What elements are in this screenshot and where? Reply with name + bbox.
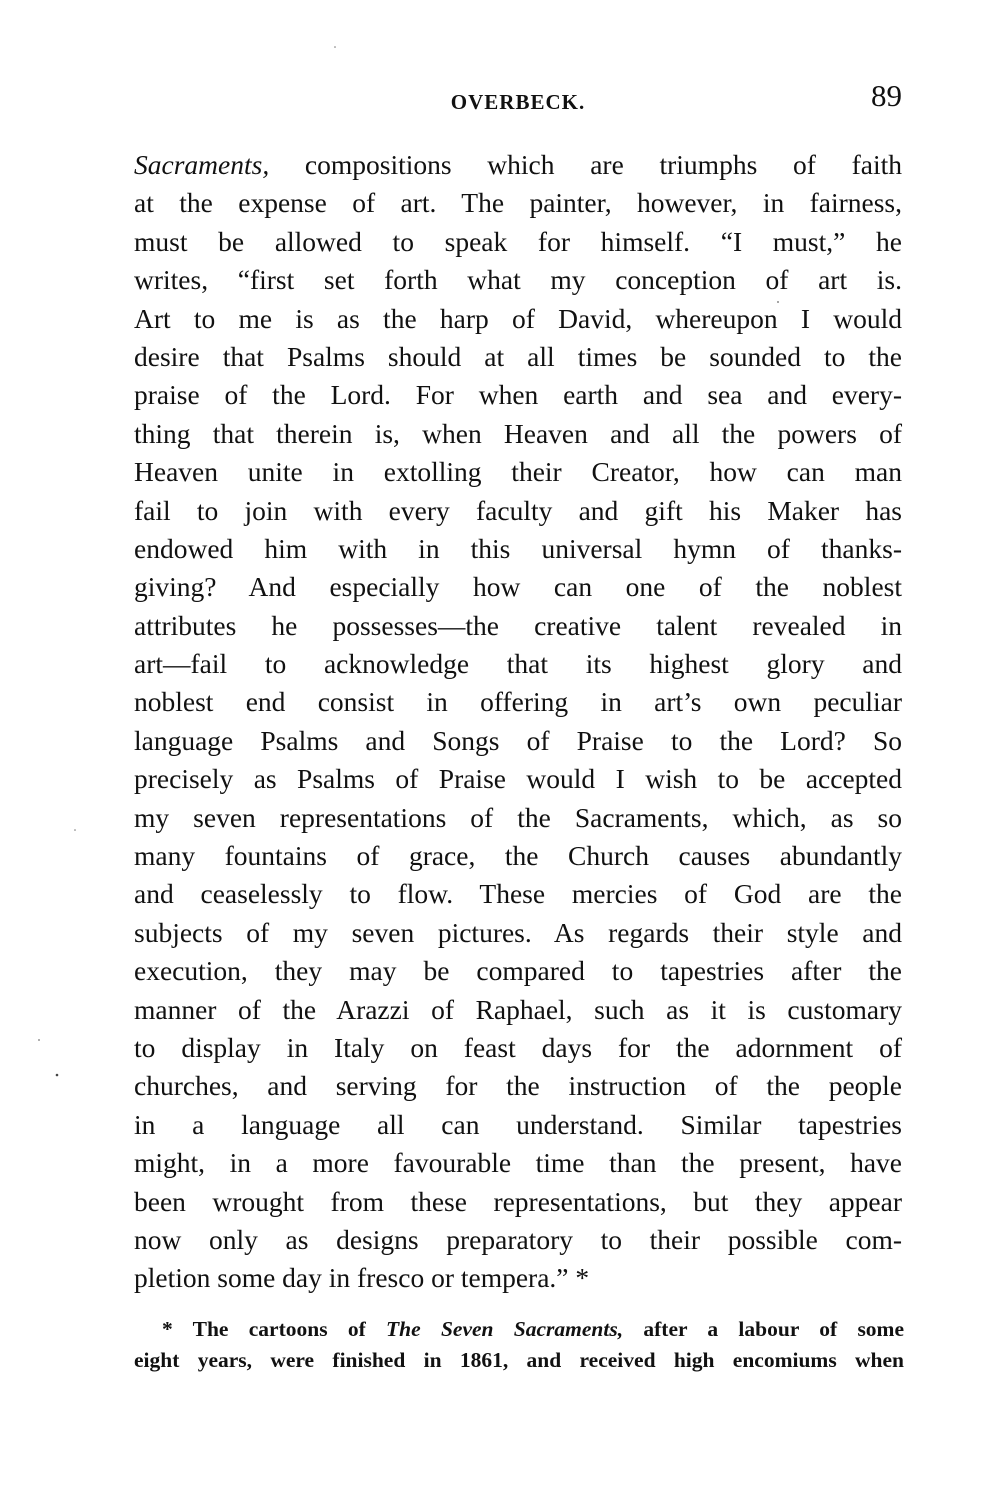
- footnote-line: eight years, were finished in 1861, and received high encomiums when: [134, 1348, 904, 1372]
- text-line: endowed him with in this universal hymn of thanks-: [134, 532, 902, 564]
- text-line-last: pletion some day in fresco or tempera.” *: [134, 1262, 590, 1294]
- page-number: 89: [871, 78, 902, 113]
- text-line: now only as designs preparatory to their possible com-: [134, 1223, 902, 1255]
- text-line: to display in Italy on feast days for the adornment of: [134, 1031, 902, 1063]
- text-line: many fountains of grace, the Church causes abundantly: [134, 840, 902, 872]
- text-line: noblest end consist in offering in art’s own peculiar: [134, 686, 902, 718]
- italic-word: Sacraments,: [134, 149, 270, 180]
- text-line: giving? And especially how can one of the noblest: [134, 571, 902, 603]
- text-line: subjects of my seven pictures. As regards their style and: [134, 916, 902, 948]
- text-line: my seven representations of the Sacraments, which, as so: [134, 801, 902, 833]
- text-line: Art to me is as the harp of David, whereupon I would: [134, 302, 902, 334]
- text-line: attributes he possesses—the creative talent revealed in: [134, 609, 902, 641]
- body-text: [134, 146, 902, 1298]
- text-line: manner of the Arazzi of Raphael, such as it is customary: [134, 993, 902, 1025]
- text-line: been wrought from these representations, but they appear: [134, 1185, 902, 1217]
- text-line: fail to join with every faculty and gift his Maker has: [134, 494, 902, 526]
- text-line: at the expense of art. The painter, however, in fairness,: [134, 187, 902, 219]
- text-line: and ceaselessly to flow. These mercies of God are the: [134, 878, 902, 910]
- text-line: language Psalms and Songs of Praise to the Lord? So: [134, 724, 902, 756]
- running-title: OVERBECK.: [450, 90, 586, 114]
- speck: [334, 46, 336, 48]
- text-line: art—fail to acknowledge that its highest glory and: [134, 648, 902, 680]
- footnote-prefix: * The cartoons of: [162, 1317, 387, 1341]
- text-line: praise of the Lord. For when earth and sea and every-: [134, 379, 902, 411]
- text-line: churches, and serving for the instruction of the people: [134, 1070, 902, 1102]
- speck: [56, 1074, 59, 1077]
- footnote: [134, 1314, 904, 1376]
- text-line: execution, they may be compared to tapestries after the: [134, 955, 902, 987]
- text-line: must be allowed to speak for himself. “I must,” he: [134, 225, 902, 257]
- text-line: desire that Psalms should at all times be sounded to the: [134, 340, 902, 372]
- text-line: thing that therein is, when Heaven and all the powers of: [134, 417, 902, 449]
- text-line: writes, “first set forth what my conception of art is.: [134, 264, 902, 296]
- text-line: Heaven unite in extolling their Creator, how can man: [134, 456, 902, 488]
- text-line: in a language all can understand. Similar tapestries: [134, 1108, 902, 1140]
- text-line: might, in a more favourable time than the present, have: [134, 1147, 902, 1179]
- text-line: [134, 146, 902, 184]
- footnote-line: [134, 1314, 904, 1345]
- speck: [38, 1039, 40, 1041]
- text-line: precisely as Psalms of Praise would I wish to be accepted: [134, 763, 902, 795]
- footnote-italic-title: The Seven Sacraments,: [386, 1317, 624, 1341]
- speck: [74, 829, 76, 831]
- footnote-rest: after a labour of some: [623, 1317, 905, 1341]
- running-head: [134, 78, 902, 118]
- text-line-rest: compositions which are triumphs of faith: [269, 149, 902, 180]
